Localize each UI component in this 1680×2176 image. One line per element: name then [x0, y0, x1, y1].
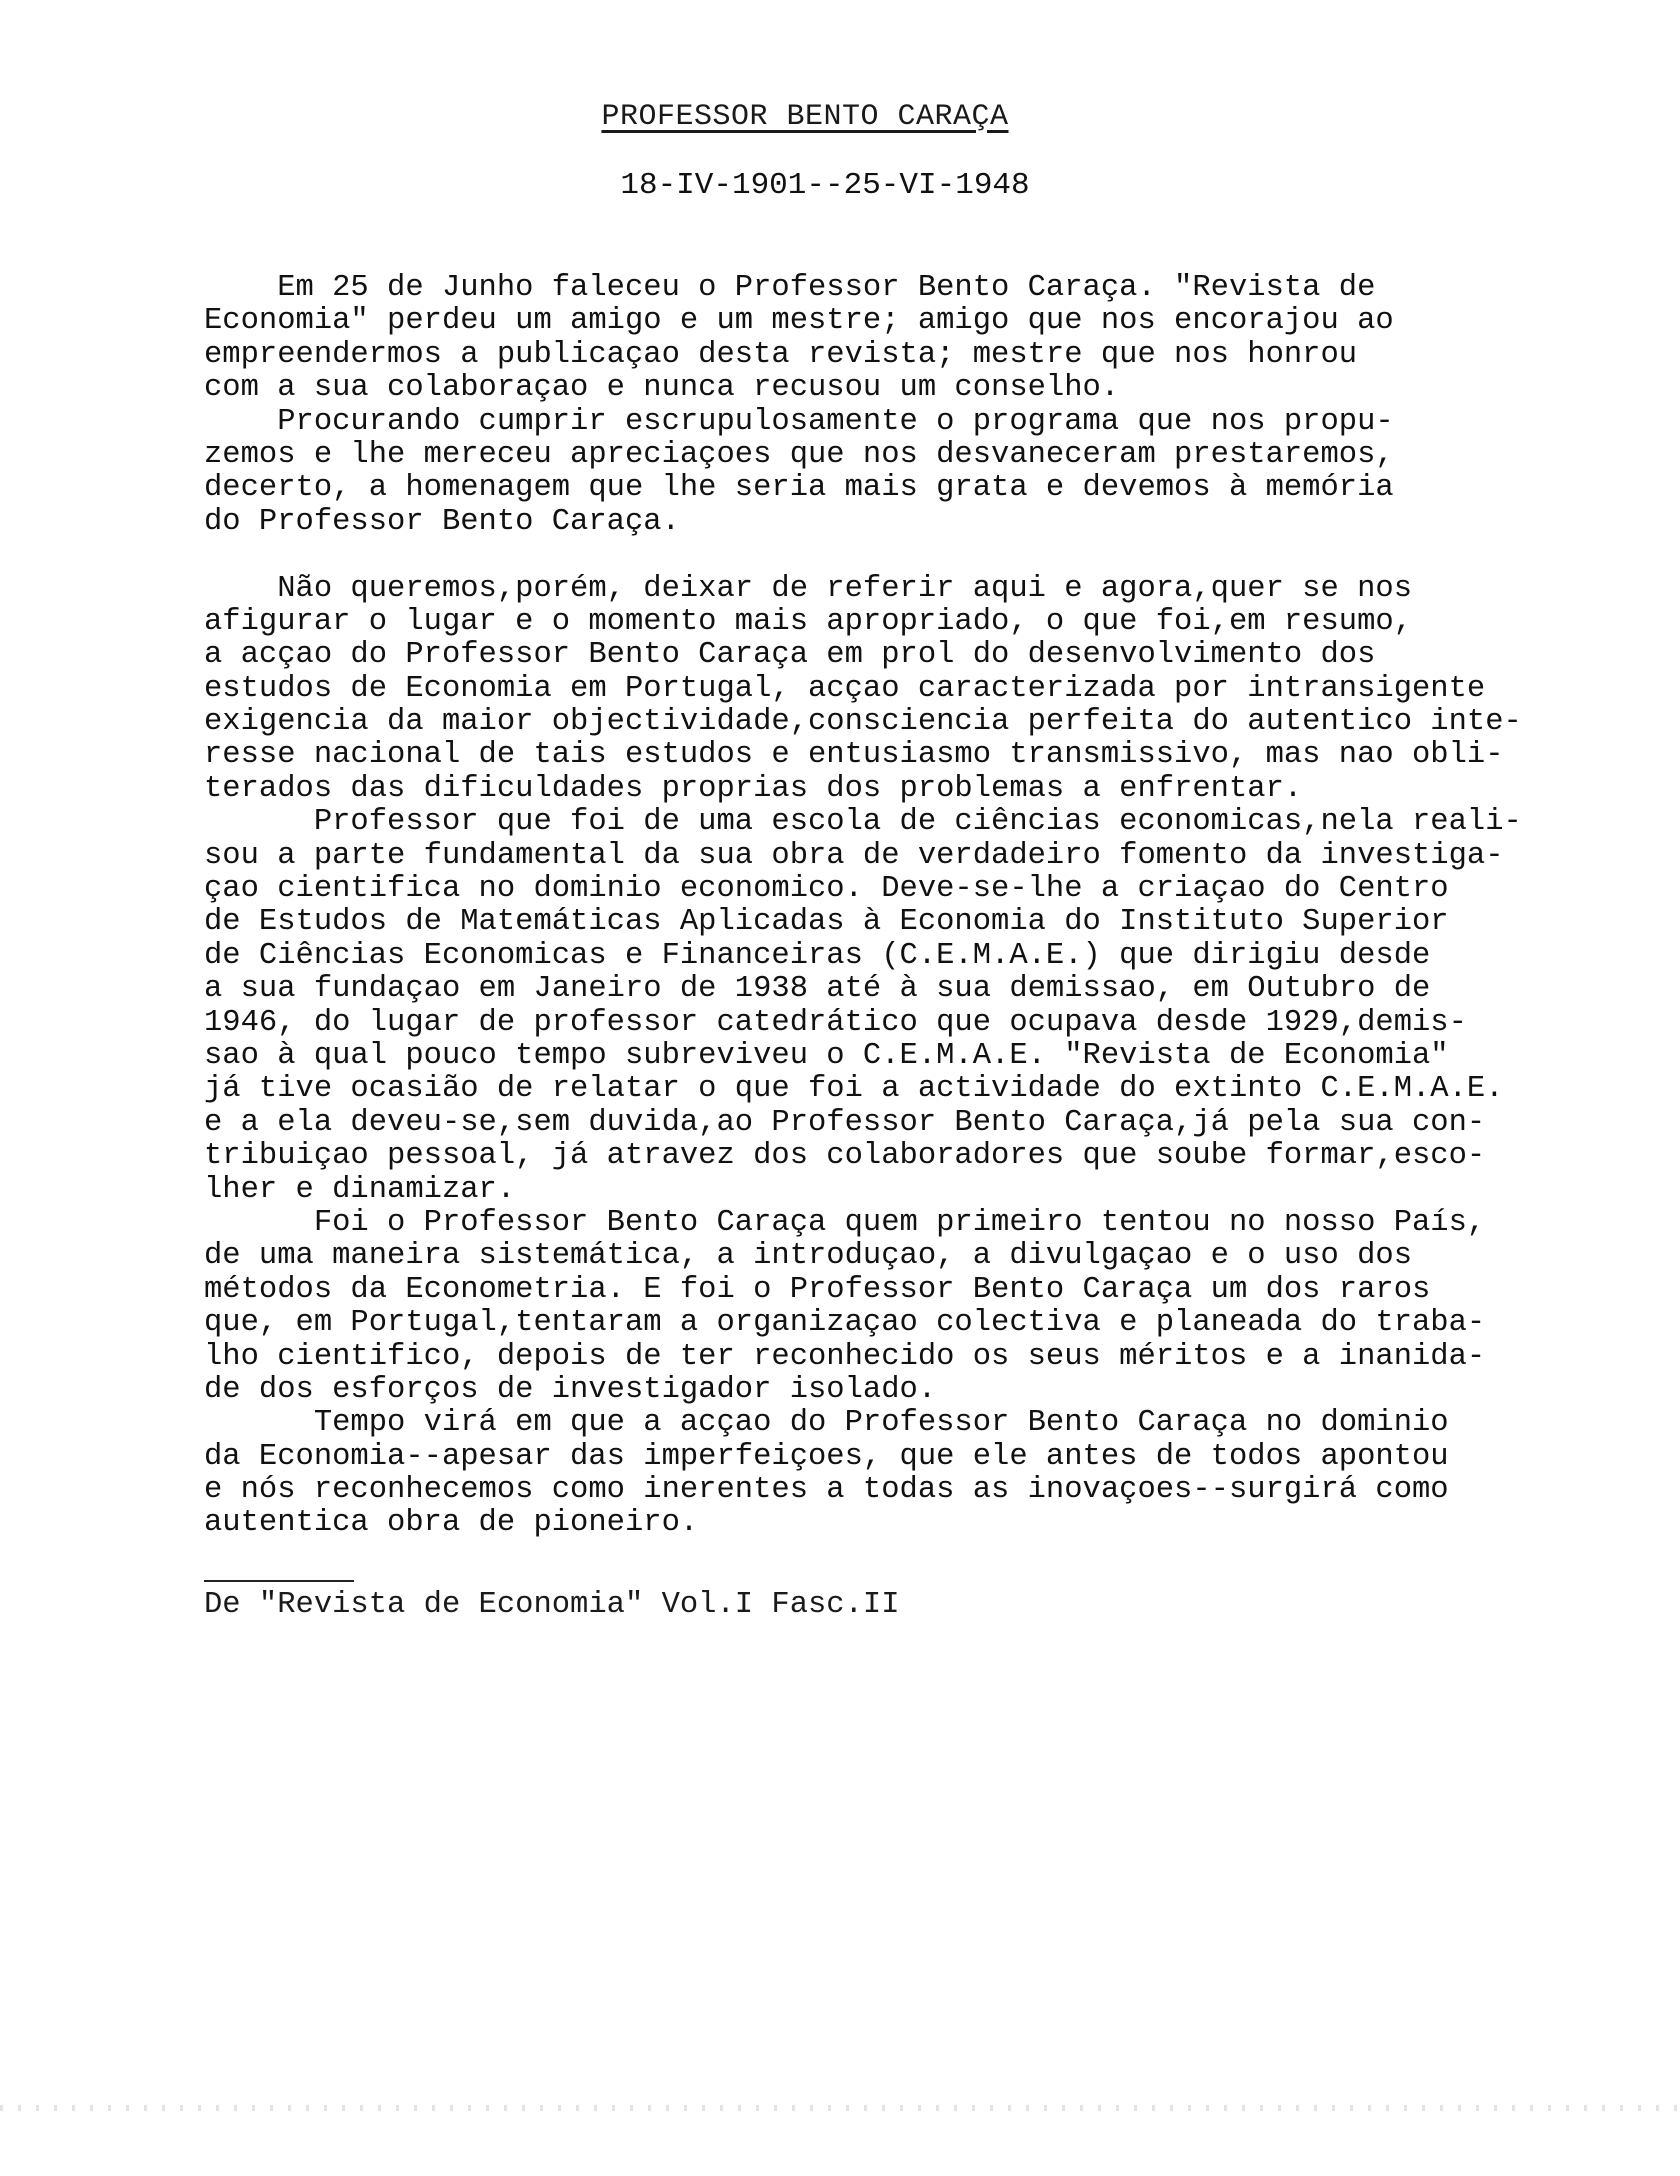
text-line: sou a parte fundamental da sua obra de verdadeiro fomento da investiga-: [204, 838, 1504, 873]
text-line: que, em Portugal,tentaram a organizaçao colectiva e planeada do traba-: [204, 1306, 1486, 1341]
text-line: estudos de Economia em Portugal, acçao caracterizada por intransigente: [204, 671, 1486, 706]
text-line: de Ciências Economicas e Financeiras (C.E.M.A.E.) que dirigiu desde: [204, 938, 1431, 973]
text-line: métodos da Econometria. E foi o Professor Bento Caraça um dos raros: [204, 1272, 1431, 1307]
text-line: Procurando cumprir escrupulosamente o programa que nos propu-: [204, 404, 1394, 439]
text-line: resse nacional de tais estudos e entusiasmo transmissivo, mas nao obli-: [204, 738, 1504, 773]
document-title: PROFESSOR BENTO CARAÇA: [601, 100, 1009, 134]
text-line: tribuiçao pessoal, já atravez dos colaboradores que soube formar,esco-: [204, 1139, 1486, 1174]
document-body: [204, 272, 1624, 1541]
text-line: de dos esforços de investigador isolado.: [204, 1372, 937, 1407]
text-line: empreendermos a publicaçao desta revista; mestre que nos honrou: [204, 337, 1358, 372]
text-line: autentica obra de pioneiro.: [204, 1506, 699, 1541]
text-line: Economia" perdeu um amigo e um mestre; amigo que nos encorajou ao: [204, 304, 1394, 339]
text-line: çao cientifica no dominio economico. Deve-se-lhe a criaçao do Centro: [204, 872, 1449, 907]
text-line: a sua fundaçao em Janeiro de 1938 até à sua demissao, em Outubro de: [204, 972, 1431, 1007]
text-line: Não queremos,porém, deixar de referir aqui e agora,quer se nos: [204, 571, 1412, 606]
text-line: da Economia--apesar das imperfeiçoes, que ele antes de todos apontou: [204, 1439, 1449, 1474]
text-line: Foi o Professor Bento Caraça quem primeiro tentou no nosso País,: [204, 1205, 1486, 1240]
text-line: lho cientifico, depois de ter reconhecido os seus méritos e a inanida-: [204, 1339, 1486, 1374]
text-line: 1946, do lugar de professor catedrático que ocupava desde 1929,demis-: [204, 1005, 1467, 1040]
text-line: do Professor Bento Caraça.: [204, 504, 680, 539]
text-line: e nós reconhecemos como inerentes a todas as inovaçoes--surgirá como: [204, 1473, 1449, 1508]
text-line: Professor que foi de uma escola de ciências economicas,nela reali-: [204, 805, 1522, 840]
text-line: afigurar o lugar e o momento mais apropriado, o que foi,em resumo,: [204, 604, 1412, 639]
text-line: decerto, a homenagem que lhe seria mais grata e devemos à memória: [204, 471, 1394, 506]
text-line: de Estudos de Matemáticas Aplicadas à Economia do Instituto Superior: [204, 905, 1449, 940]
document-dates: 18-IV-1901--25-VI-1948: [620, 168, 1030, 203]
scan-artifact: [0, 2105, 1680, 2111]
source-divider: [204, 1580, 354, 1582]
text-line: terados das dificuldades proprias dos problemas a enfrentar.: [204, 771, 1303, 806]
text-line: já tive ocasião de relatar o que foi a actividade do extinto C.E.M.A.E.: [204, 1072, 1504, 1107]
text-line: Tempo virá em que a acçao do Professor Bento Caraça no dominio: [204, 1406, 1449, 1441]
text-line: a acçao do Professor Bento Caraça em prol do desenvolvimento dos: [204, 638, 1376, 673]
text-line: e a ela deveu-se,sem duvida,ao Professor Bento Caraça,já pela sua con-: [204, 1105, 1486, 1140]
text-line: zemos e lhe mereceu apreciaçoes que nos desvaneceram prestaremos,: [204, 437, 1394, 472]
source-citation: De "Revista de Economia" Vol.I Fasc.II: [204, 1588, 900, 1622]
text-line: sao à qual pouco tempo subreviveu o C.E.M.A.E. "Revista de Economia": [204, 1038, 1449, 1073]
text-line: com a sua colaboraçao e nunca recusou um conselho.: [204, 371, 1120, 406]
text-line: Em 25 de Junho faleceu o Professor Bento Caraça. "Revista de: [204, 271, 1376, 305]
text-line: exigencia da maior objectividade,consciencia perfeita do autentico inte-: [204, 705, 1522, 740]
text-line: de uma maneira sistemática, a introduçao, a divulgaçao e o uso dos: [204, 1239, 1412, 1274]
text-line: [204, 539, 1624, 572]
text-line: lher e dinamizar.: [204, 1172, 516, 1207]
